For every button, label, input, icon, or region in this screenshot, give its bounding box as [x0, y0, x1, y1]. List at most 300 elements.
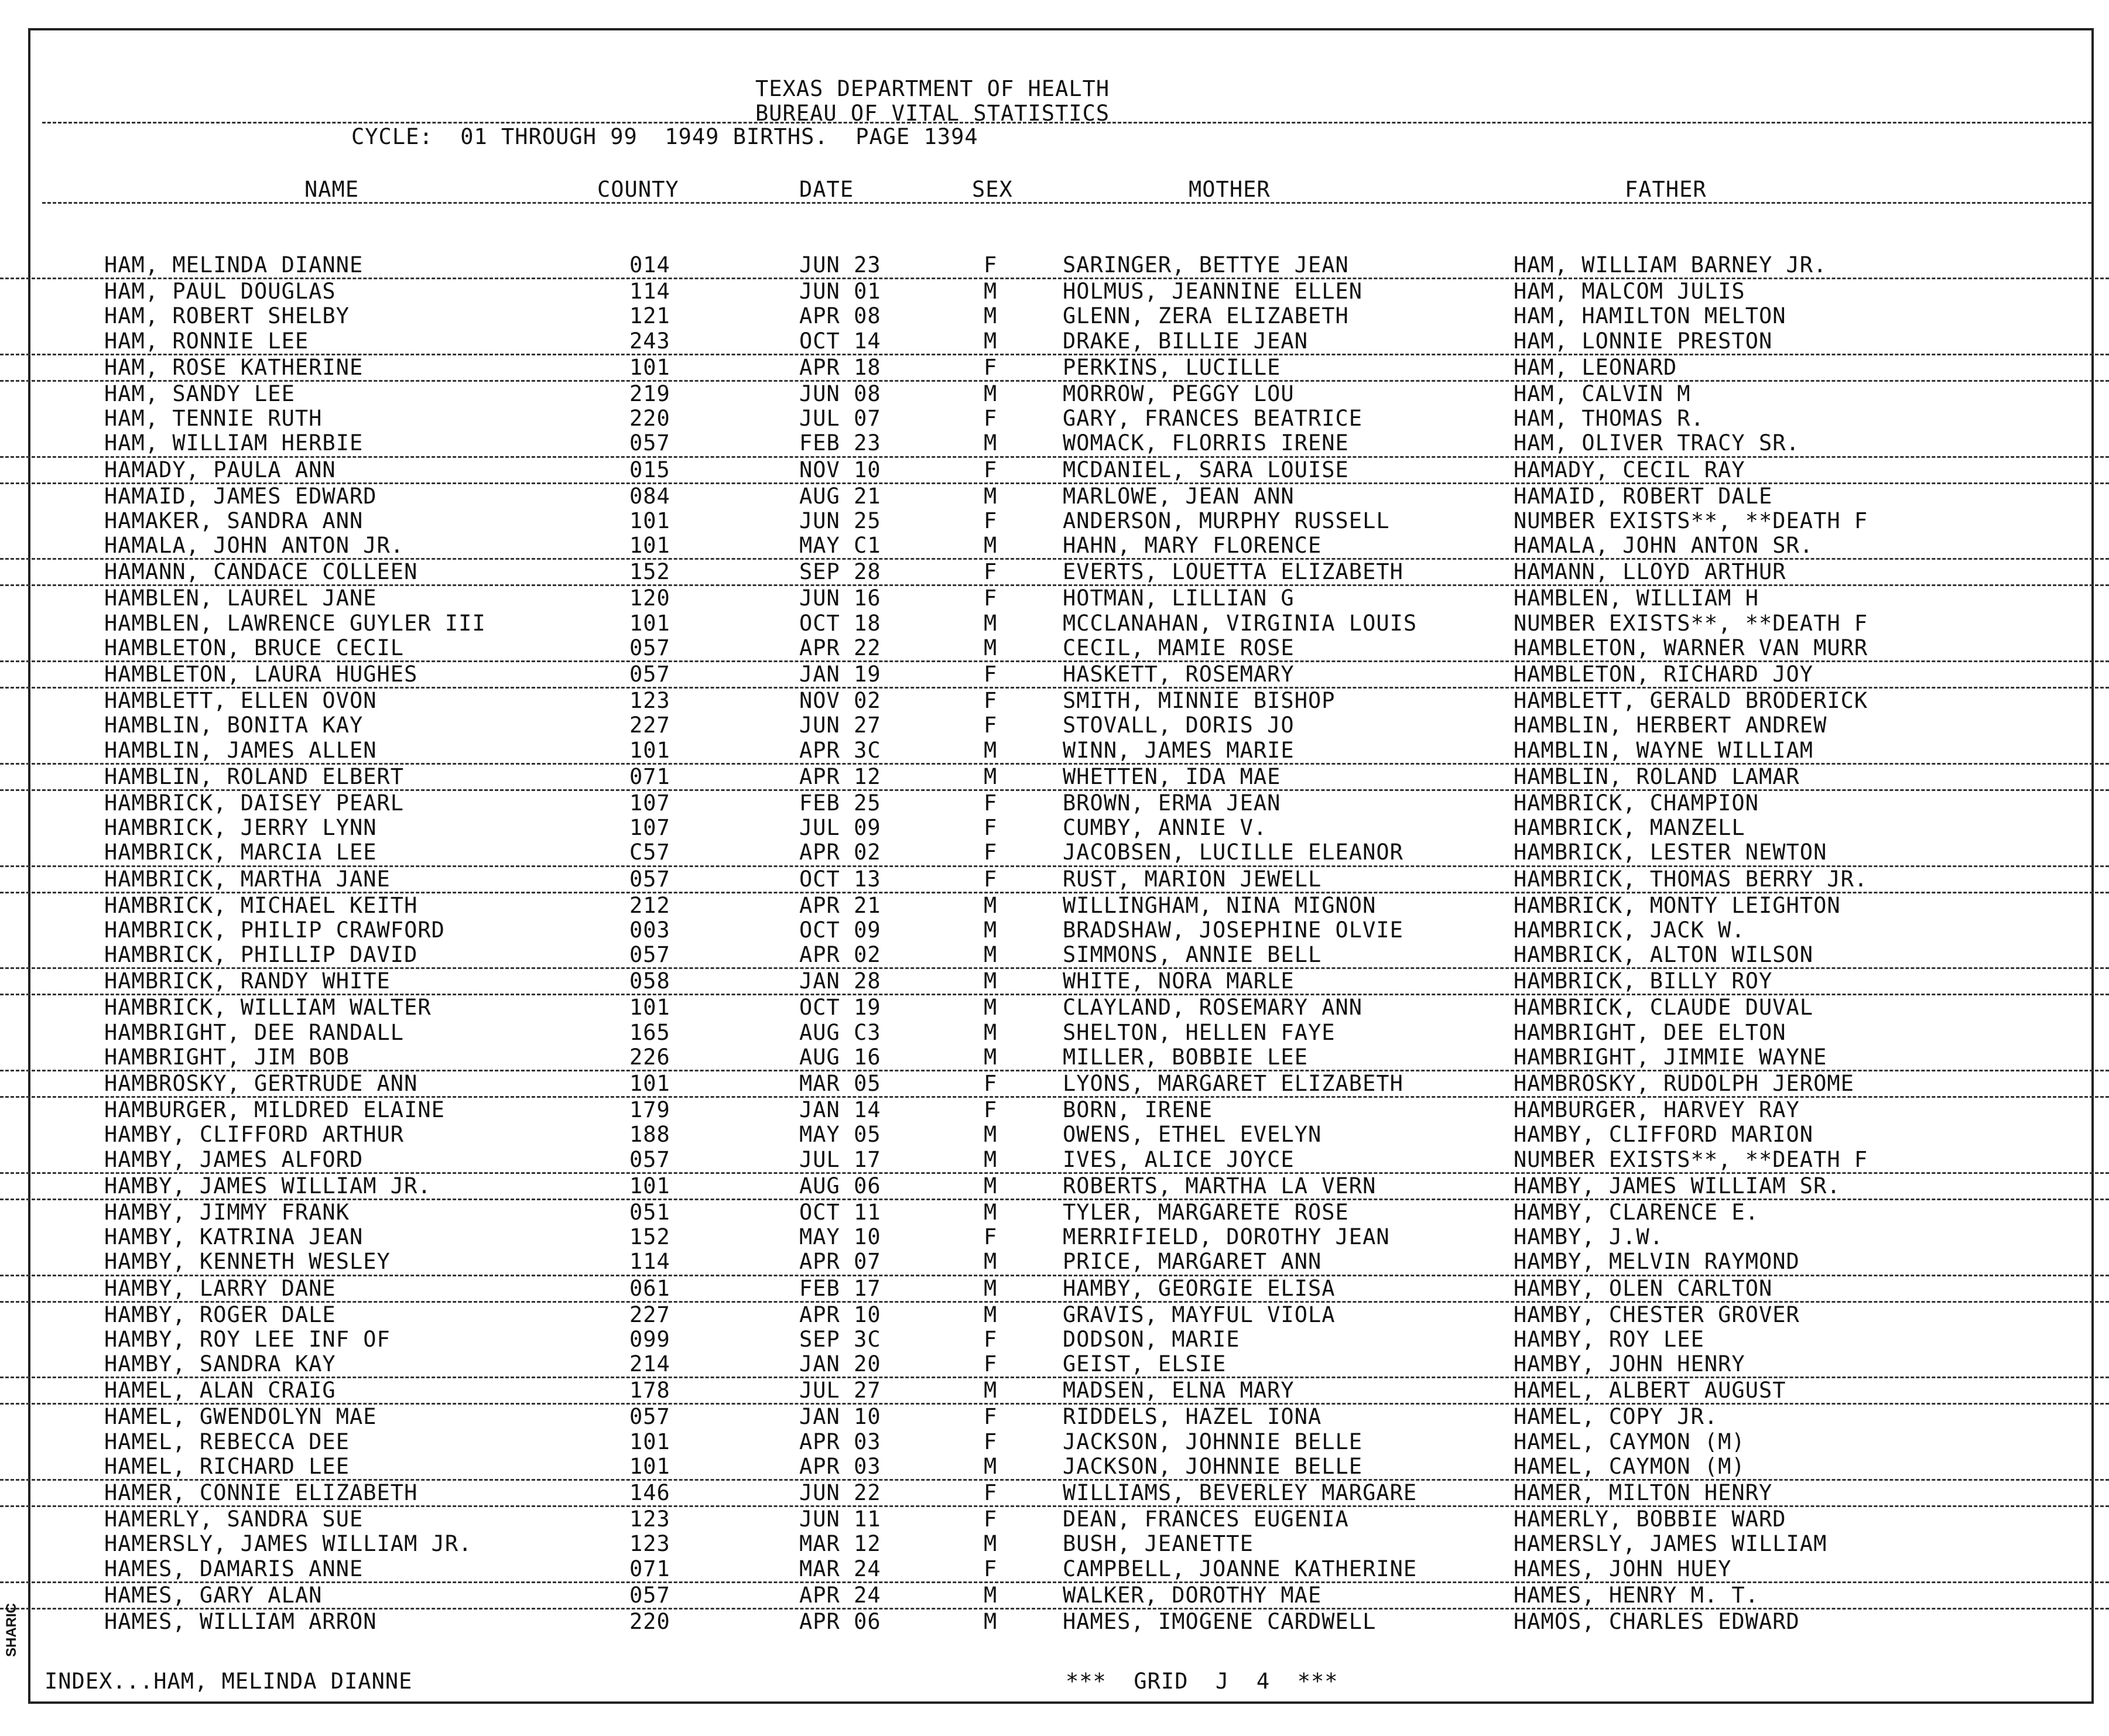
cell-father: HAMBRIGHT, JIMMIE WAYNE — [1514, 1044, 1827, 1070]
cell-name: HAMBY, JIMMY FRANK — [104, 1199, 350, 1225]
cell-sex: F — [984, 508, 998, 533]
cell-county: 101 — [629, 1453, 670, 1479]
table-row — [0, 329, 2109, 355]
cell-county: 101 — [629, 610, 670, 636]
cell-date: JAN 20 — [799, 1351, 881, 1377]
cell-county: 084 — [629, 483, 670, 509]
table-row — [0, 611, 2109, 636]
cell-sex: M — [984, 737, 998, 763]
cell-mother: SIMMONS, ANNIE BELL — [1063, 942, 1322, 968]
table-row — [0, 816, 2109, 840]
cell-father: HAMES, HENRY M. T. — [1514, 1582, 1759, 1608]
cell-name: HAMEL, GWENDOLYN MAE — [104, 1404, 377, 1430]
cell-name: HAMBRICK, RANDY WHITE — [104, 968, 391, 994]
cell-father: HAMBY, MELVIN RAYMOND — [1514, 1249, 1800, 1275]
cell-sex: M — [984, 1146, 998, 1172]
cell-mother: JACOBSEN, LUCILLE ELEANOR — [1063, 840, 1403, 865]
cell-father: HAMBY, OLEN CARLTON — [1514, 1275, 1773, 1301]
cell-father: HAM, HAMILTON MELTON — [1514, 303, 1786, 329]
cell-date: NOV 10 — [799, 457, 881, 482]
cell-county: 107 — [629, 815, 670, 841]
cell-county: 107 — [629, 790, 670, 816]
cell-county: C57 — [629, 840, 670, 865]
table-row — [0, 1327, 2109, 1352]
table-row — [0, 1454, 2109, 1481]
cell-county: 061 — [629, 1275, 670, 1301]
column-header-rule — [42, 202, 2091, 204]
cell-mother: DRAKE, BILLIE JEAN — [1063, 328, 1308, 354]
cell-name: HAMEL, REBECCA DEE — [104, 1429, 350, 1454]
cell-sex: F — [984, 866, 998, 892]
cell-name: HAMBLETON, BRUCE CECIL — [104, 635, 405, 660]
cell-name: HAMBRICK, MARTHA JANE — [104, 866, 391, 892]
table-row — [0, 1583, 2109, 1610]
table-row — [0, 253, 2109, 279]
cell-date: APR 03 — [799, 1453, 881, 1479]
cell-father: HAMBRICK, BILLY ROY — [1514, 968, 1773, 994]
cell-father: HAMBURGER, HARVEY RAY — [1514, 1097, 1800, 1123]
cell-sex: F — [984, 559, 998, 585]
cell-mother: WHITE, NORA MARLE — [1063, 968, 1295, 994]
cell-name: HAMAID, JAMES EDWARD — [104, 483, 377, 509]
cell-father: HAMBLIN, ROLAND LAMAR — [1514, 763, 1800, 789]
cell-mother: HOTMAN, LILLIAN G — [1063, 585, 1295, 611]
cell-name: HAM, SANDY LEE — [104, 381, 295, 406]
cell-sex: F — [984, 457, 998, 482]
table-row — [0, 1557, 2109, 1583]
cell-sex: F — [984, 1071, 998, 1096]
cell-sex: M — [984, 1378, 998, 1403]
cell-county: 146 — [629, 1480, 670, 1505]
cell-mother: BUSH, JEANETTE — [1063, 1531, 1254, 1557]
cell-mother: OWENS, ETHEL EVELYN — [1063, 1122, 1322, 1148]
cell-name: HAM, ROBERT SHELBY — [104, 303, 350, 329]
cell-county: 057 — [629, 1146, 670, 1172]
cell-county: 178 — [629, 1378, 670, 1403]
cell-sex: F — [984, 1480, 998, 1505]
cell-date: JAN 14 — [799, 1097, 881, 1123]
cell-name: HAMBRICK, MARCIA LEE — [104, 840, 377, 865]
cell-name: HAMES, DAMARIS ANNE — [104, 1556, 364, 1581]
cell-name: HAMER, CONNIE ELIZABETH — [104, 1480, 418, 1505]
table-row — [0, 689, 2109, 713]
column-header-county: COUNTY — [597, 177, 679, 202]
table-row — [0, 1174, 2109, 1200]
cell-sex: M — [984, 483, 998, 509]
cell-mother: MADSEN, ELNA MARY — [1063, 1378, 1295, 1403]
cell-sex: F — [984, 1556, 998, 1581]
cell-name: HAMBRICK, WILLIAM WALTER — [104, 995, 432, 1021]
table-row — [0, 1249, 2109, 1276]
cell-father: HAMAID, ROBERT DALE — [1514, 483, 1773, 509]
cell-father: HAM, LONNIE PRESTON — [1514, 328, 1773, 354]
cell-name: HAMBLIN, ROLAND ELBERT — [104, 763, 405, 789]
cell-sex: M — [984, 1122, 998, 1148]
cell-father: HAMBY, JAMES WILLIAM SR. — [1514, 1173, 1841, 1199]
table-row — [0, 458, 2109, 484]
cell-father: HAMBLETON, WARNER VAN MURR — [1514, 635, 1868, 660]
cell-father: HAMBROSKY, RUDOLPH JEROME — [1514, 1071, 1854, 1096]
cell-county: 101 — [629, 1429, 670, 1454]
table-row — [0, 1405, 2109, 1429]
cell-name: HAMBRIGHT, JIM BOB — [104, 1044, 350, 1070]
cell-sex: M — [984, 328, 998, 354]
table-row — [0, 1352, 2109, 1378]
cell-county: 057 — [629, 1404, 670, 1430]
cell-county: 227 — [629, 713, 670, 738]
cell-name: HAMEL, RICHARD LEE — [104, 1453, 350, 1479]
cell-mother: DODSON, MARIE — [1063, 1326, 1240, 1352]
cell-father: HAMBLIN, HERBERT ANDREW — [1514, 713, 1827, 738]
cell-sex: F — [984, 1351, 998, 1377]
cell-father: HAMERLY, BOBBIE WARD — [1514, 1506, 1786, 1532]
header-title: TEXAS DEPARTMENT OF HEALTH — [755, 76, 1110, 101]
table-row — [0, 1481, 2109, 1507]
cell-date: APR 3C — [799, 737, 881, 763]
cell-sex: F — [984, 1326, 998, 1352]
cell-date: APR 08 — [799, 303, 881, 329]
table-row — [0, 1507, 2109, 1532]
table-row — [0, 1071, 2109, 1098]
cell-name: HAM, MELINDA DIANNE — [104, 252, 364, 278]
cell-county: 101 — [629, 508, 670, 533]
cell-sex: F — [984, 354, 998, 380]
cell-sex: M — [984, 995, 998, 1021]
cell-sex: M — [984, 942, 998, 968]
cell-county: 071 — [629, 763, 670, 789]
cell-mother: MARLOWE, JEAN ANN — [1063, 483, 1295, 509]
table-row — [0, 1532, 2109, 1556]
cell-date: APR 12 — [799, 763, 881, 789]
cell-mother: HOLMUS, JEANNINE ELLEN — [1063, 279, 1363, 304]
cell-mother: HAMES, IMOGENE CARDWELL — [1063, 1608, 1377, 1634]
cell-father: HAM, MALCOM JULIS — [1514, 279, 1745, 304]
cell-mother: RIDDELS, HAZEL IONA — [1063, 1404, 1322, 1430]
cell-date: MAR 12 — [799, 1531, 881, 1557]
cell-father: NUMBER EXISTS**, **DEATH F — [1514, 508, 1868, 533]
cell-sex: M — [984, 1531, 998, 1557]
cell-name: HAMBY, JAMES WILLIAM JR. — [104, 1173, 432, 1199]
cell-mother: DEAN, FRANCES EUGENIA — [1063, 1506, 1349, 1532]
cell-mother: HAHN, MARY FLORENCE — [1063, 533, 1322, 559]
cell-father: HAMBRICK, ALTON WILSON — [1514, 942, 1814, 968]
cell-mother: HASKETT, ROSEMARY — [1063, 662, 1295, 687]
table-row — [0, 1021, 2109, 1045]
cell-county: 014 — [629, 252, 670, 278]
cell-county: 123 — [629, 688, 670, 714]
cell-sex: F — [984, 406, 998, 432]
cell-date: JUN 11 — [799, 1506, 881, 1532]
table-row — [0, 840, 2109, 867]
cell-father: HAMBRICK, THOMAS BERRY JR. — [1514, 866, 1868, 892]
cell-date: APR 22 — [799, 635, 881, 660]
cell-father: HAMADY, CECIL RAY — [1514, 457, 1745, 482]
cell-name: HAMALA, JOHN ANTON JR. — [104, 533, 405, 559]
cell-sex: M — [984, 430, 998, 456]
table-row — [0, 1430, 2109, 1454]
cell-mother: MILLER, BOBBIE LEE — [1063, 1044, 1308, 1070]
cell-mother: GARY, FRANCES BEATRICE — [1063, 406, 1363, 432]
cell-sex: F — [984, 790, 998, 816]
cell-county: 057 — [629, 635, 670, 660]
cell-father: HAMALA, JOHN ANTON SR. — [1514, 533, 1814, 559]
cell-date: AUG 06 — [799, 1173, 881, 1199]
cell-mother: SARINGER, BETTYE JEAN — [1063, 252, 1349, 278]
cell-county: 165 — [629, 1019, 670, 1045]
cell-name: HAMBRICK, DAISEY PEARL — [104, 790, 405, 816]
cell-father: HAMER, MILTON HENRY — [1514, 1480, 1773, 1505]
cell-sex: M — [984, 1275, 998, 1301]
cell-mother: GRAVIS, MAYFUL VIOLA — [1063, 1302, 1336, 1327]
cell-name: HAMBY, KENNETH WESLEY — [104, 1249, 391, 1275]
cell-sex: F — [984, 840, 998, 865]
cell-sex: M — [984, 917, 998, 943]
cell-county: 099 — [629, 1326, 670, 1352]
cell-sex: M — [984, 968, 998, 994]
table-row — [0, 355, 2109, 382]
cell-county: 114 — [629, 279, 670, 304]
cell-date: JAN 10 — [799, 1404, 881, 1430]
table-row — [0, 586, 2109, 611]
cell-mother: GLENN, ZERA ELIZABETH — [1063, 303, 1349, 329]
cell-name: HAMBRICK, PHILIP CRAWFORD — [104, 917, 445, 943]
cell-county: 243 — [629, 328, 670, 354]
cell-mother: WOMACK, FLORRIS IRENE — [1063, 430, 1349, 456]
table-row — [0, 1225, 2109, 1249]
cell-date: MAY 05 — [799, 1122, 881, 1148]
cell-mother: BORN, IRENE — [1063, 1097, 1213, 1123]
cell-date: JUN 08 — [799, 381, 881, 406]
cell-mother: MCDANIEL, SARA LOUISE — [1063, 457, 1349, 482]
cell-name: HAMERLY, SANDRA SUE — [104, 1506, 364, 1532]
cell-name: HAMBROSKY, GERTRUDE ANN — [104, 1071, 418, 1096]
cell-sex: F — [984, 1429, 998, 1454]
cell-father: HAMBY, CLIFFORD MARION — [1514, 1122, 1814, 1148]
cell-name: HAMBRICK, PHILLIP DAVID — [104, 942, 418, 968]
cell-mother: CAMPBELL, JOANNE KATHERINE — [1063, 1556, 1418, 1581]
cell-name: HAMBLEN, LAUREL JANE — [104, 585, 377, 611]
cell-county: 188 — [629, 1122, 670, 1148]
cell-county: 101 — [629, 737, 670, 763]
cell-father: HAMBRICK, CHAMPION — [1514, 790, 1759, 816]
cell-mother: SHELTON, HELLEN FAYE — [1063, 1019, 1336, 1045]
table-row — [0, 969, 2109, 995]
table-row — [0, 893, 2109, 918]
table-row — [0, 431, 2109, 457]
table-row — [0, 1122, 2109, 1147]
cell-father: HAMBY, JOHN HENRY — [1514, 1351, 1745, 1377]
cell-date: APR 06 — [799, 1608, 881, 1634]
cell-date: APR 10 — [799, 1302, 881, 1327]
cell-date: FEB 23 — [799, 430, 881, 456]
cell-date: AUG 21 — [799, 483, 881, 509]
cell-father: HAM, OLIVER TRACY SR. — [1514, 430, 1800, 456]
cell-county: 214 — [629, 1351, 670, 1377]
cell-name: HAMBLEN, LAWRENCE GUYLER III — [104, 610, 486, 636]
cell-father: HAMBRICK, MANZELL — [1514, 815, 1745, 841]
table-row — [0, 636, 2109, 662]
cell-date: APR 02 — [799, 840, 881, 865]
cell-date: OCT 18 — [799, 610, 881, 636]
cell-name: HAMBRICK, JERRY LYNN — [104, 815, 377, 841]
table-row — [0, 662, 2109, 689]
cell-date: JUN 22 — [799, 1480, 881, 1505]
cell-county: 219 — [629, 381, 670, 406]
cell-county: 226 — [629, 1044, 670, 1070]
cell-mother: WILLINGHAM, NINA MIGNON — [1063, 892, 1377, 918]
cell-sex: M — [984, 1249, 998, 1275]
cell-date: JUN 23 — [799, 252, 881, 278]
table-row — [0, 304, 2109, 328]
cell-name: HAM, PAUL DOUGLAS — [104, 279, 336, 304]
cell-county: 220 — [629, 1608, 670, 1634]
cell-county: 101 — [629, 533, 670, 559]
cell-county: 120 — [629, 585, 670, 611]
cell-father: HAMBRICK, LESTER NEWTON — [1514, 840, 1827, 865]
cell-sex: M — [984, 381, 998, 406]
cell-date: SEP 3C — [799, 1326, 881, 1352]
cell-father: HAMBY, J.W. — [1514, 1224, 1664, 1250]
cell-date: OCT 14 — [799, 328, 881, 354]
cell-name: HAMBY, JAMES ALFORD — [104, 1146, 364, 1172]
cell-date: JUL 07 — [799, 406, 881, 432]
cell-date: FEB 17 — [799, 1275, 881, 1301]
cell-father: HAMBLETON, RICHARD JOY — [1514, 662, 1814, 687]
cell-mother: MCCLANAHAN, VIRGINIA LOUIS — [1063, 610, 1418, 636]
cell-name: HAMBY, ROY LEE INF OF — [104, 1326, 391, 1352]
cell-county: 123 — [629, 1506, 670, 1532]
cell-county: 114 — [629, 1249, 670, 1275]
cell-date: AUG C3 — [799, 1019, 881, 1045]
cell-county: 220 — [629, 406, 670, 432]
cell-county: 071 — [629, 1556, 670, 1581]
cell-county: 227 — [629, 1302, 670, 1327]
table-row — [0, 918, 2109, 943]
cell-name: HAMBRICK, MICHAEL KEITH — [104, 892, 418, 918]
header-bureau: BUREAU OF VITAL STATISTICS — [755, 101, 1110, 126]
cell-date: MAY C1 — [799, 533, 881, 559]
cell-name: HAMAKER, SANDRA ANN — [104, 508, 364, 533]
table-row — [0, 1276, 2109, 1303]
cell-date: APR 24 — [799, 1582, 881, 1608]
cell-date: APR 07 — [799, 1249, 881, 1275]
cell-mother: EVERTS, LOUETTA ELIZABETH — [1063, 559, 1403, 585]
cell-county: 123 — [629, 1531, 670, 1557]
cell-county: 058 — [629, 968, 670, 994]
cell-county: 057 — [629, 1582, 670, 1608]
cell-father: HAMBY, CLARENCE E. — [1514, 1199, 1759, 1225]
column-header-father: FATHER — [1625, 177, 1707, 202]
cell-sex: F — [984, 585, 998, 611]
cell-sex: F — [984, 713, 998, 738]
table-row — [0, 406, 2109, 431]
cell-father: HAM, WILLIAM BARNEY JR. — [1514, 252, 1827, 278]
cell-date: JUL 09 — [799, 815, 881, 841]
cell-father: HAMBRICK, CLAUDE DUVAL — [1514, 995, 1814, 1021]
cell-date: AUG 16 — [799, 1044, 881, 1070]
table-row — [0, 791, 2109, 816]
table-row — [0, 382, 2109, 406]
cell-date: MAR 24 — [799, 1556, 881, 1581]
cell-sex: M — [984, 279, 998, 304]
cell-father: HAM, THOMAS R. — [1514, 406, 1704, 432]
cell-father: NUMBER EXISTS**, **DEATH F — [1514, 610, 1868, 636]
cell-sex: M — [984, 1199, 998, 1225]
cell-mother: MERRIFIELD, DOROTHY JEAN — [1063, 1224, 1390, 1250]
cell-mother: CLAYLAND, ROSEMARY ANN — [1063, 995, 1363, 1021]
cell-name: HAMBRIGHT, DEE RANDALL — [104, 1019, 405, 1045]
cell-name: HAMERSLY, JAMES WILLIAM JR. — [104, 1531, 473, 1557]
birth-records-table — [0, 253, 2109, 1634]
table-row — [0, 995, 2109, 1020]
table-row — [0, 1148, 2109, 1174]
cell-mother: CUMBY, ANNIE V. — [1063, 815, 1268, 841]
cell-name: HAMBLIN, BONITA KAY — [104, 713, 364, 738]
cell-father: HAM, LEONARD — [1514, 354, 1677, 380]
cell-mother: TYLER, MARGARETE ROSE — [1063, 1199, 1349, 1225]
cell-date: JUN 16 — [799, 585, 881, 611]
cell-sex: F — [984, 1506, 998, 1532]
cell-name: HAMBY, ROGER DALE — [104, 1302, 336, 1327]
cell-father: HAMERSLY, JAMES WILLIAM — [1514, 1531, 1827, 1557]
cell-sex: M — [984, 763, 998, 789]
cell-county: 057 — [629, 866, 670, 892]
cell-date: APR 02 — [799, 942, 881, 968]
cell-date: MAY 10 — [799, 1224, 881, 1250]
cell-county: 152 — [629, 1224, 670, 1250]
cell-sex: M — [984, 610, 998, 636]
cell-name: HAMBURGER, MILDRED ELAINE — [104, 1097, 445, 1123]
table-row — [0, 1378, 2109, 1405]
cell-date: APR 18 — [799, 354, 881, 380]
table-row — [0, 1045, 2109, 1071]
cell-sex: M — [984, 1302, 998, 1327]
cell-mother: LYONS, MARGARET ELIZABETH — [1063, 1071, 1403, 1096]
cell-mother: PRICE, MARGARET ANN — [1063, 1249, 1322, 1275]
cell-county: 057 — [629, 430, 670, 456]
cell-date: OCT 19 — [799, 995, 881, 1021]
cell-mother: BRADSHAW, JOSEPHINE OLVIE — [1063, 917, 1403, 943]
cell-sex: M — [984, 303, 998, 329]
cell-sex: F — [984, 815, 998, 841]
cell-sex: M — [984, 533, 998, 559]
cell-sex: M — [984, 1608, 998, 1634]
cell-sex: M — [984, 892, 998, 918]
table-row — [0, 765, 2109, 791]
column-header-date: DATE — [799, 177, 854, 202]
cell-mother: JACKSON, JOHNNIE BELLE — [1063, 1453, 1363, 1479]
column-header-mother: MOTHER — [1189, 177, 1271, 202]
cell-date: APR 21 — [799, 892, 881, 918]
index-footer: INDEX...HAM, MELINDA DIANNE — [44, 1669, 413, 1694]
cycle-line: CYCLE: 01 THROUGH 99 1949 BIRTHS. PAGE 1394 — [351, 124, 978, 149]
cell-date: JAN 28 — [799, 968, 881, 994]
cell-father: HAMEL, CAYMON (M) — [1514, 1453, 1745, 1479]
cell-father: HAMBY, ROY LEE — [1514, 1326, 1704, 1352]
cell-father: HAM, CALVIN M — [1514, 381, 1691, 406]
cell-father: HAMBRICK, JACK W. — [1514, 917, 1745, 943]
cell-name: HAM, RONNIE LEE — [104, 328, 309, 354]
column-header-sex: SEX — [972, 177, 1013, 202]
cell-date: FEB 25 — [799, 790, 881, 816]
cell-father: HAMBLEN, WILLIAM H — [1514, 585, 1759, 611]
cell-name: HAMBY, CLIFFORD ARTHUR — [104, 1122, 405, 1148]
cell-county: 101 — [629, 995, 670, 1021]
cell-mother: RUST, MARION JEWELL — [1063, 866, 1322, 892]
table-row — [0, 1200, 2109, 1225]
table-row — [0, 560, 2109, 586]
cell-name: HAM, TENNIE RUTH — [104, 406, 323, 432]
